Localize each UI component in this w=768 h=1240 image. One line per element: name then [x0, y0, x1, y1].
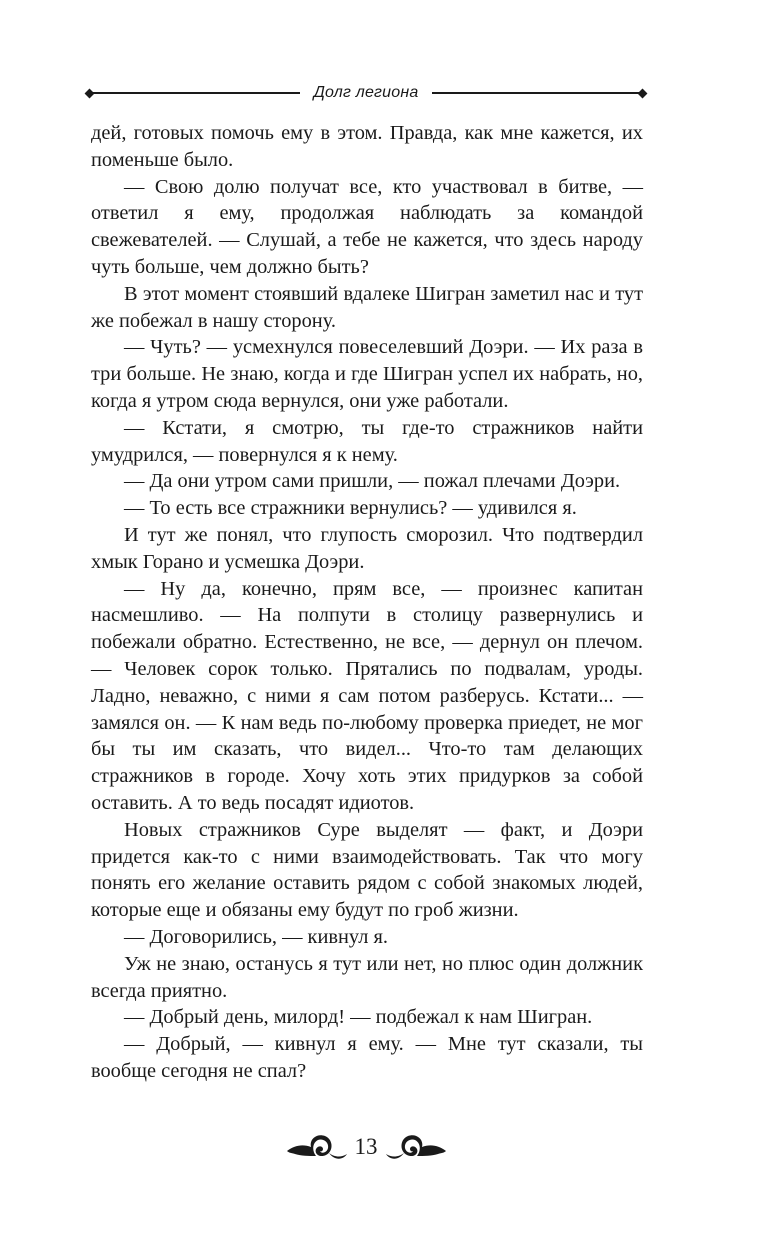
running-head — [88, 78, 644, 108]
right-ornament-icon — [384, 1129, 448, 1163]
paragraph: — Свою долю получат все, кто участвовал в битве, — ответил я ему, продолжая наблюдать за командой свежевателей. — Слушай, а тебе не кажется, что здесь народу чуть больше, чем должно быть? — [91, 175, 643, 278]
book-title: Долг легиона — [313, 84, 419, 101]
paragraph: дей, готовых помочь ему в этом. Правда, как мне кажется, их поменьше было. — [91, 122, 643, 171]
paragraph: Новых стражников Суре выделят — факт, и Доэри придется как-то с ними взаимодействовать. Так что могу понять его желание оставить рядом с собой знакомых людей, которые еще и обязаны ему будут по гроб жизни. — [91, 818, 643, 922]
paragraph: — Добрый день, милорд! — подбежал к нам Шигран. — [124, 1006, 593, 1029]
head-rule-right — [432, 92, 644, 94]
paragraph: — Договорились, — кивнул я. — [124, 925, 388, 948]
head-rule-left — [88, 92, 300, 94]
paragraph: — Добрый, — кивнул я ему. — Мне тут сказали, ты вообще сегодня не спал? — [91, 1033, 643, 1082]
paragraph: — То есть все стражники вернулись? — удивился я. — [124, 497, 577, 520]
paragraph: — Кстати, я смотрю, ты где-то стражников найти умудрился, — повернулся я к нему. — [91, 416, 643, 466]
paragraph: — Чуть? — усмехнулся повеселевший Доэри. — Их раза в три больше. Не знаю, когда и где Шигран успел их набрать, но, когда я утром сюда вернулся, они уже работали. — [91, 336, 643, 412]
paragraph: И тут же понял, что глупость сморозил. Что подтвердил хмык Горано и усмешка Доэри. — [91, 523, 643, 573]
page-number: 13 — [354, 1133, 378, 1159]
paragraph: В этот момент стоявший вдалеке Шигран заметил нас и тут же побежал в нашу сторону. — [91, 282, 643, 332]
paragraph: Уж не знаю, останусь я тут или нет, но плюс один должник всегда приятно. — [91, 952, 643, 1002]
body-text — [91, 120, 643, 1085]
page-footer — [280, 1124, 452, 1168]
paragraph: — Ну да, конечно, прям все, — произнес капитан насмешливо. — На полпути в столицу развернулись и побежали обратно. Естественно, не все, — дернул он плечом. — Человек сорок только. Прятались по подвалам, уроды. Ладно, неважно, с ними я сам потом разберусь. Кстати... — замялся он. — К нам ведь по-любому проверка приедет, не мог бы ты им сказать, что видел... Что-то там делающих стражников в городе. Хочу хоть этих придурков за собой оставить. А то ведь посадят идиотов. — [91, 577, 643, 814]
left-ornament-icon — [285, 1129, 349, 1163]
paragraph: — Да они утром сами пришли, — пожал плечами Доэри. — [124, 470, 621, 493]
